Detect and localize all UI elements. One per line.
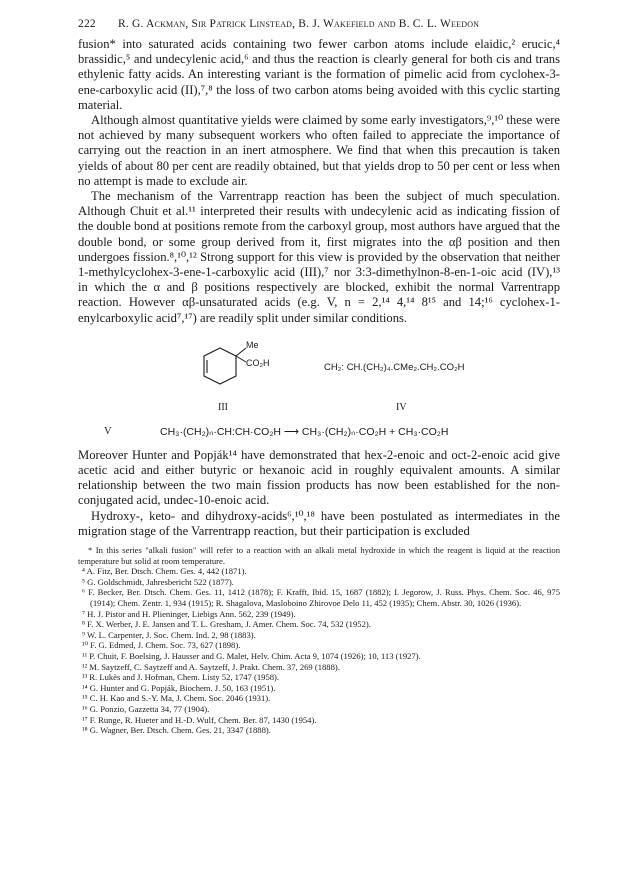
iii-carboxyl-label: CO₂H bbox=[246, 357, 270, 368]
paragraph-3: The mechanism of the Varrentrapp reaction has been the subject of much speculation. Although Chuit et al.¹¹ interpreted their results with undecylenic acid as indicating fission of the double bond at positions remote from the carboxyl group, most authors have argued that the double bond, or some group derived from it, first migrates into the αβ position and then undergoes fission.⁸,¹⁰,¹² Strong support for this view is provided by the observation that neither 1-methylcyclohex-3-ene-1-carboxylic acid (III),⁷ nor 3:3-dimethylnon-8-en-1-oic acid (IV),¹³ in which the α and β positions respectively are blocked, exhibit the normal Varrentrapp reaction. However αβ-unsaturated acids (e.g. V, n = 2,¹⁴ 4,¹⁴ 8¹⁵ and 14;¹⁶ cyclohex-1-enylcarboxylic acid⁷,¹⁷) are readily split under similar conditions. bbox=[78, 189, 560, 325]
footnote: ¹⁰ F. G. Edmed, J. Chem. Soc. 73, 627 (1898). bbox=[82, 640, 241, 651]
footnote: ¹⁷ F. Runge, R. Hueter and H.-D. Wulf, Chem. Ber. 87, 1430 (1954). bbox=[82, 714, 317, 725]
footnote: ¹⁶ G. Ponzio, Gazzetta 34, 77 (1904). bbox=[82, 703, 210, 714]
footnote: ⁹ W. L. Carpenter, J. Soc. Chem. Ind. 2, 98 (1883). bbox=[82, 629, 256, 640]
running-header bbox=[78, 18, 560, 30]
paragraph-4: Moreover Hunter and Popják¹⁴ have demonstrated that hex-2-enoic and oct-2-enoic acid give acetic acid and either butyric or hexanoic acid in roughly equivalent amounts. A similar relationship between the two main fission products has now been established for the non-conjugated acid, undec-10-enoic acid. bbox=[78, 447, 560, 508]
label-iv: IV bbox=[396, 401, 407, 413]
footnote: ¹⁴ G. Hunter and G. Popják, Biochem. J. 50, 163 (1951). bbox=[82, 682, 276, 693]
paragraph-5: Hydroxy-, keto- and dihydroxy-acids⁶,¹⁰,¹⁸ have been postulated as intermediates in the migration stage of the Varrentrapp reaction, but their participation is excluded bbox=[78, 508, 560, 538]
footnote: ¹⁵ C. H. Kao and S.-Y. Ma, J. Chem. Soc. 2046 (1931). bbox=[82, 693, 271, 704]
label-iii: III bbox=[218, 401, 228, 413]
paragraph-1: fusion* into saturated acids containing two fewer carbon atoms include elaidic,² erucic,⁴ brassidic,⁵ and undecylenic acid,⁶ and thus the reaction is clearly general for both cis and trans ethylenic fatty acids. An interesting variant is the formation of pimelic acid from cyclohex-3-ene-carboxylic acid (II),⁷,⁸ the loss of two carbon atoms being avoided with this cyclic starting material. bbox=[78, 37, 560, 112]
paragraph-2: Although almost quantitative yields were claimed by some early investigators,⁹,¹⁰ these were not achieved by many subsequent workers who often failed to appreciate the importance of carrying out the reaction in an inert atmosphere. We find that when this precaution is taken yields of about 80 per cent are readily obtained, but that yields drop to 50 per cent or less when no attempt is made to exclude air. bbox=[78, 113, 560, 188]
equation-v bbox=[78, 426, 560, 438]
journal-page bbox=[78, 18, 560, 736]
footnote: ⁵ G. Goldschmidt, Jahresbericht 522 (1877). bbox=[82, 576, 234, 587]
structures-iii-iv bbox=[78, 332, 560, 418]
footnote: ⁴ A. Fitz, Ber. Dtsch. Chem. Ges. 4, 442 (1871). bbox=[82, 566, 247, 577]
footnote: ¹² M. Saytzeff, C. Saytzeff and A. Saytzeff, J. Prakt. Chem. 37, 269 (1888). bbox=[82, 661, 340, 672]
iii-methyl-label: Me bbox=[246, 339, 259, 350]
footnote: ¹⁸ G. Wagner, Ber. Dtsch. Chem. Ges. 21, 3347 (1888). bbox=[82, 725, 271, 736]
page-number: 222 bbox=[78, 18, 96, 30]
label-v: V bbox=[104, 425, 112, 437]
iv-formula: CH₂: CH.(CH₂)₄.CMe₂.CH₂.CO₂H bbox=[324, 361, 465, 373]
equation-v-text: CH₃·(CH₂)ₙ·CH:CH·CO₂H ⟶ CH₃·(CH₂)ₙ·CO₂H + CH₃·CO₂H bbox=[160, 425, 449, 438]
footnote: ⁸ F. X. Werber, J. E. Jansen and T. L. Gresham, J. Amer. Chem. Soc. 74, 532 (1952). bbox=[82, 619, 371, 630]
footnotes bbox=[78, 545, 560, 736]
footnote: * In this series "alkali fusion" will refer to a reaction with an alkali metal hydroxide in which the reagent is liquid at the reaction temperature but solid at room temperature. bbox=[78, 545, 560, 566]
author-line: R. G. Ackman, Sir Patrick Linstead, B. J. Wakefield and B. C. L. Weedon bbox=[118, 18, 480, 30]
footnote: ⁷ H. J. Pistor and H. Plieninger, Liebigs Ann. 562, 239 (1949). bbox=[82, 608, 296, 619]
footnote: ¹¹ P. Chuit, F. Boelsing, J. Hausser and G. Malet, Helv. Chim. Acta 9, 1074 (1926); 10, 113 (1927). bbox=[82, 651, 421, 662]
footnote: ⁶ F. Becker, Ber. Dtsch. Chem. Ges. 11, 1412 (1878); F. Krafft, Ibid. 15, 1687 (1882); I. Jegorow, J. Russ. Phys. Chem. Soc. 46, 975 (1914); Chem. Zentr. 1, 934 (1915); R. Shagalova, Masloboino Zhirovoe Delo 11, 452 (1935); Chem. Abstr. 30, 1026 (1936). bbox=[82, 587, 560, 609]
footnote: ¹³ R. Lukès and J. Hofman, Chem. Listy 52, 1747 (1958). bbox=[82, 672, 280, 683]
